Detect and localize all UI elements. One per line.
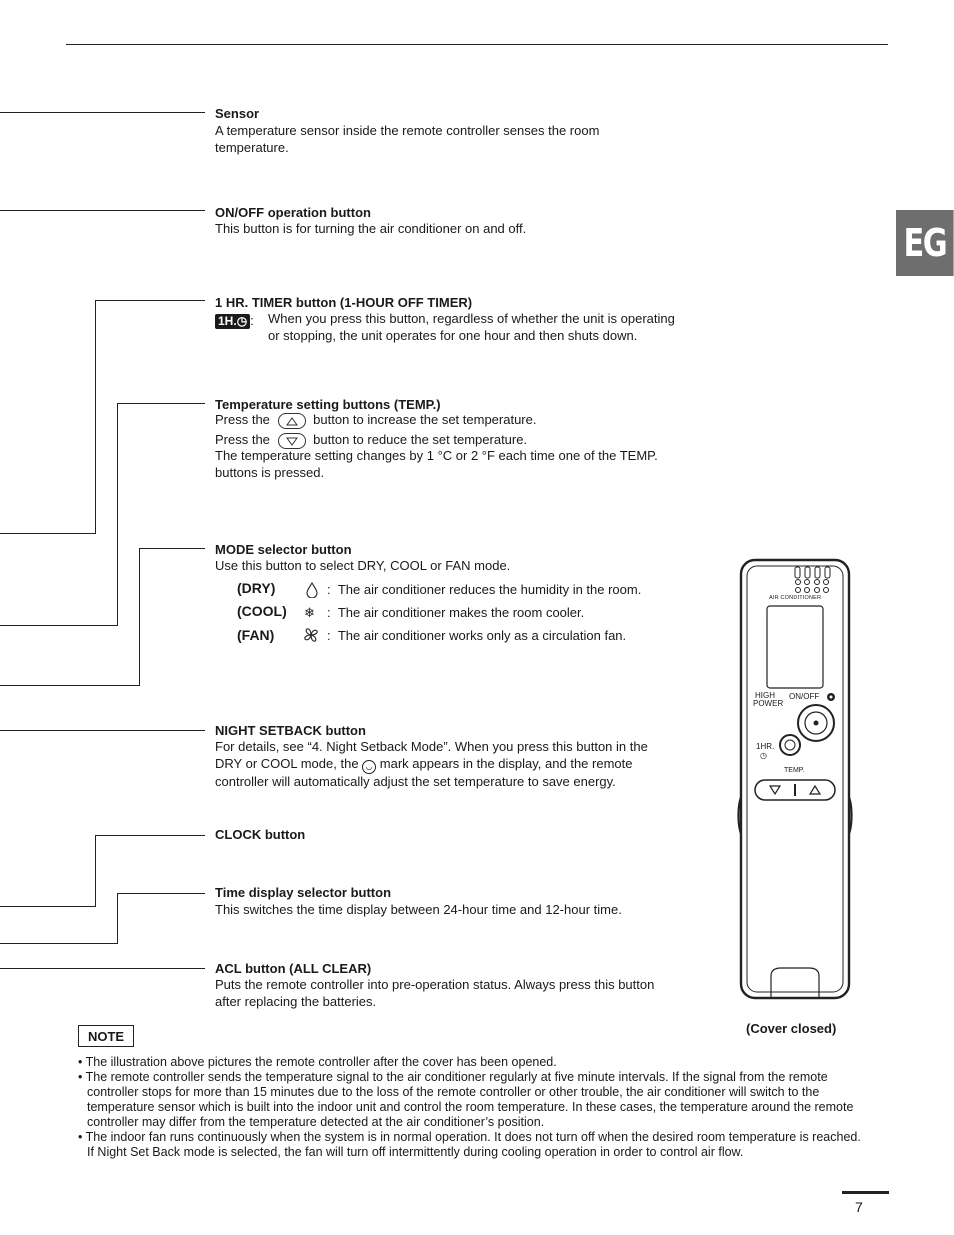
night-title: NIGHT SETBACK button <box>215 723 366 738</box>
leader-temp <box>117 403 205 404</box>
sensor-body: A temperature sensor inside the remote controller senses the room temperature. <box>215 123 600 155</box>
note-item: • The illustration above pictures the remote controller after the cover has been opened. <box>78 1055 557 1069</box>
mode-fan-desc: : The air conditioner works only as a circulation fan. <box>327 628 627 643</box>
droplet-icon <box>305 582 319 603</box>
remote-caption: (Cover closed) <box>746 1021 837 1036</box>
mode-fan-label: (FAN) <box>237 627 275 643</box>
timedisp-title: Time display selector button <box>215 885 392 900</box>
note-item: • The indoor fan runs continuously when the system is in normal operation. It does not turn off when the desired room temperature is reached. If Night Set Back mode is selected, the fan will turn off intermittently during cooling operation in order to control air flow. <box>78 1130 861 1159</box>
sensor-title: Sensor <box>215 106 260 121</box>
leader-timedisp <box>117 893 205 894</box>
acl-body: Puts the remote controller into pre-operation status. Always press this button after replacing the batteries. <box>215 977 655 1009</box>
night-body: For details, see “4. Night Setback Mode”. When you press this button in the DRY or COOL mode, the ◡ mark appears in the display, and the remote controller will automatically adjust the set temperature to save energy. <box>215 739 648 789</box>
leader-temp-h <box>0 625 118 626</box>
language-tab: EG <box>896 210 954 276</box>
note-label: NOTE <box>78 1025 134 1047</box>
timer-body: When you press this button, regardless of whether the unit is operating or stopping, the unit operates for one hour and then shuts down. <box>268 311 675 343</box>
leader-clock-v <box>95 835 96 907</box>
mode-dry-desc: : The air conditioner reduces the humidity in the room. <box>327 582 642 597</box>
timer-title: 1 HR. TIMER button (1-HOUR OFF TIMER) <box>215 295 473 310</box>
mode-dry-label: (DRY) <box>237 580 276 596</box>
fan-icon <box>303 627 319 648</box>
temp-down-line: Press the button to reduce the set temperature. <box>215 432 528 447</box>
temp-body: The temperature setting changes by 1 °C or 2 °F each time one of the TEMP. buttons is pressed. <box>215 448 658 480</box>
mode-body: Use this button to select DRY, COOL or FAN mode. <box>215 558 511 573</box>
leader-timer <box>95 300 205 301</box>
temp-up-icon <box>278 413 306 429</box>
remote-onoff-label: ON/OFF <box>789 692 820 701</box>
notes-list <box>78 1055 868 1160</box>
remote-clock-icon: ◷ <box>760 751 767 760</box>
page-number: 7 <box>855 1199 863 1215</box>
onoff-body: This button is for turning the air conditioner on and off. <box>215 221 527 236</box>
leader-timedisp-h <box>0 943 118 944</box>
temp-up-line: Press the button to increase the set temperature. <box>215 412 537 427</box>
leader-acl <box>0 968 205 969</box>
leader-mode-h <box>0 685 140 686</box>
leader-sensor <box>0 112 205 113</box>
temp-down-icon <box>278 433 306 449</box>
remote-power-label: POWER <box>753 699 784 708</box>
leader-mode <box>139 548 205 549</box>
leader-temp-v <box>117 403 118 626</box>
mode-cool-desc: : The air conditioner makes the room cooler. <box>327 605 585 620</box>
leader-clock <box>95 835 205 836</box>
mode-cool-label: (COOL) <box>237 603 287 619</box>
page-rule <box>842 1191 889 1194</box>
clock-title: CLOCK button <box>215 827 306 842</box>
night-mark-icon: ◡ <box>362 760 376 774</box>
acl-title: ACL button (ALL CLEAR) <box>215 961 372 976</box>
remote-high-label: HIGH <box>755 691 775 700</box>
leader-timer-v <box>95 300 96 534</box>
remote-brand: AIR CONDITIONER <box>769 595 822 601</box>
note-item: • The remote controller sends the temperature signal to the air conditioner regularly at five minute intervals. If the signal from the remote controller stops for more than 15 minutes due to the loss of the remote controller or other trouble, the air conditioner will switch to the temperature sensor which is built into the indoor unit and control the room temperature. In these cases, the temperature around the remote controller may differ from the temperature detected at the air conditioner’s position. <box>78 1070 854 1129</box>
leader-timer-h <box>0 533 96 534</box>
leader-clock-h <box>0 906 96 907</box>
remote-controller-illustration <box>735 558 855 1003</box>
timer-icon: 1H.◷ : <box>215 312 254 330</box>
remote-1hr-label: 1HR. <box>756 742 775 751</box>
clock-icon: ◷ <box>236 314 248 328</box>
mode-title: MODE selector button <box>215 542 352 557</box>
remote-temp-label: TEMP. <box>784 767 805 774</box>
timedisp-body: This switches the time display between 24-hour time and 12-hour time. <box>215 902 622 917</box>
snowflake-icon: ❄ <box>304 605 315 620</box>
leader-timedisp-v <box>117 893 118 944</box>
onoff-title: ON/OFF operation button <box>215 205 371 220</box>
top-rule <box>66 44 888 45</box>
leader-onoff <box>0 210 205 211</box>
leader-night <box>0 730 205 731</box>
temp-title: Temperature setting buttons (TEMP.) <box>215 397 441 412</box>
leader-mode-v <box>139 548 140 686</box>
